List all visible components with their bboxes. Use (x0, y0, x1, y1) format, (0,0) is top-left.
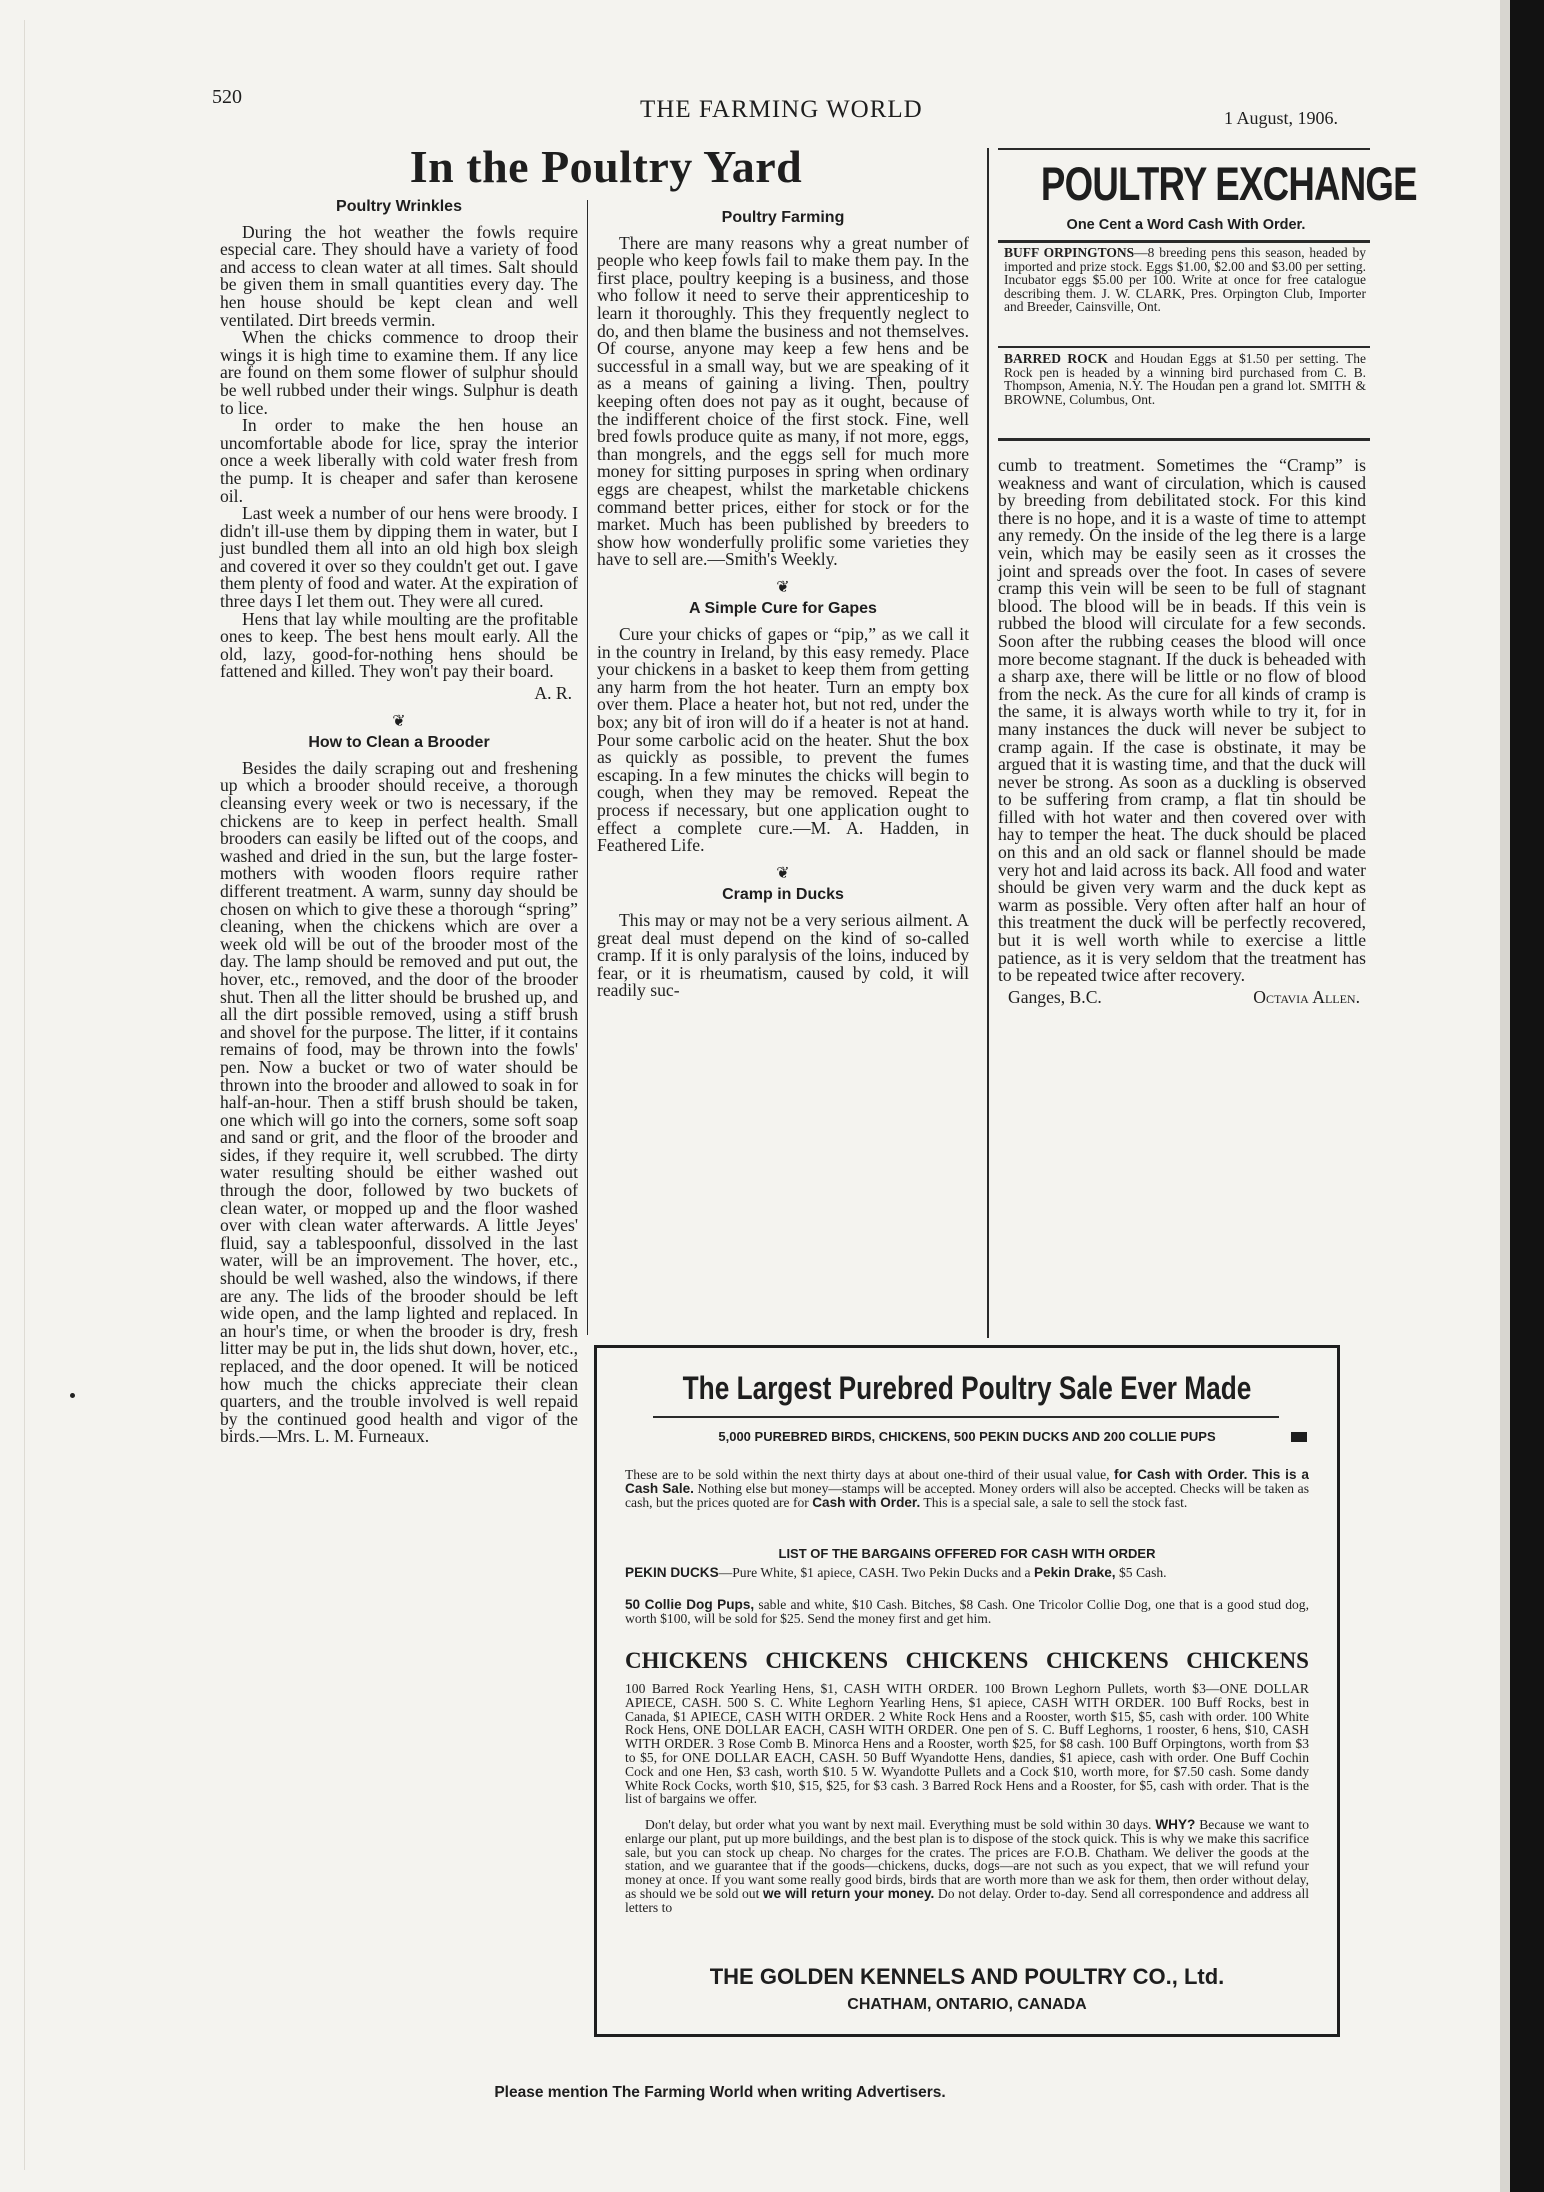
exchange-rule-bottom (998, 438, 1370, 441)
paragraph: During the hot weather the fowls require especial care. They should have a variety of food and access to clean water at all times. Salt should be given them in small quantities every day. The hen house should be kept clean and well ventilated. Dirt breeds vermin. (220, 221, 578, 330)
ornament-icon: ❦ (776, 864, 790, 882)
section-title: In the Poultry Yard (409, 141, 803, 192)
ad-text: These are to be sold within the next thirty days at about one-third of their usual value, (625, 1467, 1115, 1482)
chickens-word: CHICKENS (1186, 1648, 1309, 1673)
ad-text: This is a special sale, a sale to sell the stock fast. (920, 1494, 1188, 1510)
ad-emphasis: we will return your money. (762, 1885, 935, 1901)
paragraph: Last week a number of our hens were broody. I didn't ill-use them by dipping them in water, but I just bundled them all into an old high box sleigh and covered it over so they couldn't get out. I gave them plenty of food and water. At the expiration of three days I let them out. They were all cured. (220, 503, 578, 612)
ad-text: sable and white, $10 Cash. Bitches, $8 Cash. One Tricolor Collie Dog, one that is a good stud dog, worth $100, will be sold for $25. Send the money first and get him. (625, 1597, 1309, 1626)
ad-closing (625, 1818, 1309, 1915)
exchange-title: POULTRY EXCHANGE (1040, 157, 1417, 210)
chickens-heading (625, 1648, 1309, 1674)
publication-title: THE FARMING WORLD (640, 96, 923, 123)
advertisement (594, 1345, 1340, 2037)
ad-title-underline (653, 1416, 1279, 1418)
ad-text: —8 breeding pens this season, headed by imported and prize stock. Eggs $1.00, $2.00 and $3.00 per setting. Incubator eggs $5.00 per 100. Write at once for free catalogue describing them. J. W. CLARK, Pres. Orpington Club, Importer and Breeder, Cainsville, Ont. (1004, 245, 1366, 315)
ad-text: Nothing else but money—stamps will be accepted. Money orders will also be accepted. Checks will be taken as cash, but the prices quoted are for (625, 1480, 1309, 1510)
column-rule-left (587, 200, 588, 1335)
ad-text: Because we want to enlarge our plant, put up more buildings, and the best plan is to dispose of the stock quick. This is why we make this sacrifice sale, but you can stock up cheap. No charges for the crates. The prices are F.O.B. Chatham. We deliver the goods at the station, and we guarantee that if the goods—chickens, ducks, dogs—are not such as you expect, that we will refund your money at once. If you want some really good birds, birds that are worth more than we ask for them, then order without delay, as should we be sold out (625, 1817, 1309, 1901)
column-2 (597, 209, 969, 1000)
issue-date: 1 August, 1906. (1224, 108, 1339, 128)
ad-pekin (625, 1566, 1309, 1580)
ad-lead: PEKIN DUCKS (625, 1565, 719, 1580)
ad-lead: BARRED ROCK (1004, 351, 1108, 366)
article-title-gapes: A Simple Cure for Gapes (689, 600, 877, 618)
ad-text: Don't delay, but order what you want by next mail. Everything must be sold within 30 days. (645, 1817, 1156, 1832)
page-number: 520 (212, 86, 242, 108)
paragraph: In order to make the hen house an uncomfortable abode for lice, spray the interior once a week liberally with cold water fresh from the pump. It is cheaper and safer than kerosene oil. (220, 415, 578, 506)
column-1 (220, 198, 578, 1446)
ad-lead: BUFF ORPINGTONS (1004, 245, 1135, 260)
ad-emphasis: Cash with Order. (812, 1494, 921, 1510)
ad-list-heading: LIST OF THE BARGAINS OFFERED FOR CASH WITH ORDER (778, 1546, 1156, 1561)
paragraph: There are many reasons why a great number of people who keep fowls fail to make them pay. In the first place, poultry keeping is a business, and those who follow it need to serve their apprenticeship to learn it thoroughly. This they frequently neglect to do, and then blame the business and not themselves. Of course, anyone may keep a few hens and be successful in a small way, but we are speaking of it as a means of gaining a living. Then, poultry keeping often does not pay as it ought, because of the indifferent choice of the first stock. Fine, well bred fowls produce quite as many, if not more, eggs, than mongrels, and the eggs sell for much more money for sitting purposes in spring when ordinary eggs are cheapest, whilst the marketable chickens command better prices, either for stock or for the market. Much has been published by breeders to show how wonderfully prolific some varieties they have to sell are.—Smith's Weekly. (597, 232, 969, 570)
chickens-word: CHICKENS (905, 1648, 1029, 1673)
company-location: CHATHAM, ONTARIO, CANADA (847, 1996, 1087, 2013)
scan-edge (1500, 0, 1510, 2192)
ad-emphasis: for Cash with Order. This is a Cash Sale. (625, 1467, 1309, 1496)
chickens-word: CHICKENS (1045, 1648, 1169, 1673)
company-name: THE GOLDEN KENNELS AND POULTRY CO., Ltd. (709, 1964, 1225, 1989)
column-rule-right (987, 148, 989, 1338)
exchange-rule (998, 240, 1370, 243)
classified-ad (1004, 352, 1366, 406)
ad-chickens-list: 100 Barred Rock Yearling Hens, $1, CASH WITH ORDER. 100 Brown Leghorn Pullets, worth $3—ONE DOLLAR APIECE, CASH. 500 S. C. White Leghorn Yearling Hens, $1 apiece, CASH WITH ORDER. 100 Buff Rocks, best in Canada, $1 APIECE, CASH WITH ORDER. 2 White Rock Hens and a Rooster, worth $15, $5, cash with order. 100 White Rock Hens, ONE DOLLAR EACH, CASH WITH ORDER. One pen of S. C. Buff Leghorns, 1 rooster, 6 hens, $10, CASH WITH ORDER. 3 Rose Comb B. Minorca Hens and a Rooster, worth $25, for $8 cash. 100 Buff Orpingtons, worth from $3 to $5, for ONE DOLLAR EACH, CASH. 50 Buff Wyandotte Hens, dandies, $1 apiece, cash with order. One Buff Cochin Cock and one Hen, $3 cash, worth $10. 5 W. Wyandotte Pullets and a Cock $10, worth more, for $7.50 cash. Some dandy White Rock Cocks, worth $10, $15, $25, for $3 cash. 3 Barred Rock Hens and a Rooster, for $5, cash with order. That is the list of bargains we offer. (625, 1681, 1309, 1807)
article-title-wrinkles: Poultry Wrinkles (336, 198, 462, 215)
ad-subtitle: 5,000 PUREBRED BIRDS, CHICKENS, 500 PEKIN DUCKS AND 200 COLLIE PUPS (718, 1429, 1216, 1444)
exchange-rule (998, 346, 1370, 348)
ad-intro (625, 1468, 1309, 1509)
byline-author: Octavia Allen. (1253, 986, 1360, 1007)
footer-note: Please mention The Farming World when writing Advertisers. (494, 2084, 946, 2101)
ad-text: and Houdan Eggs at $1.50 per setting. The Rock pen is headed by a winning bird purchased from C. B. Thompson, Amenia, N.Y. The Houdan pen a grand lot. SMITH & BROWNE, Columbus, Ont. (1004, 351, 1366, 407)
paragraph: Cure your chicks of gapes or “pip,” as we call it in the country in Ireland, by this easy remedy. Place your chickens in a basket to keep them from getting any harm from the hot heater. Turn an empty box over them. Place a heater hot, but not red, under the box; any bit of iron will do if a heater is not at hand. Pour some carbolic acid on the heater. Shut the box as quickly as possible, to prevent the fumes escaping. In a few minutes the chicks will begin to cough, when they may be removed. Repeat the process if necessary, but one application ought to effect a complete cure.—M. A. Hadden, in Feathered Life. (597, 624, 969, 856)
article-title-cramp: Cramp in Ducks (722, 886, 844, 904)
ad-lead: 50 Collie Dog Pups, (625, 1597, 755, 1612)
ad-text: $5 Cash. (1115, 1565, 1167, 1580)
column-3 (998, 457, 1366, 1006)
pointing-hand-icon (1291, 1432, 1307, 1442)
exchange-subtitle: One Cent a Word Cash With Order. (1066, 217, 1306, 233)
exchange-rule-top (998, 148, 1370, 150)
ad-text: —Pure White, $1 apiece, CASH. Two Pekin Ducks and a (718, 1565, 1034, 1580)
ad-text: Do not delay. Order to-day. Send all correspondence and address all letters to (625, 1885, 1309, 1915)
paragraph: Besides the daily scraping out and freshening up which a brooder should receive, a thorough cleansing every week or two is necessary, if the chickens are to keep in perfect health. Small brooders can easily be lifted out of the coops, and washed and dried in the sun, but the large foster-mothers with wooden floors require rather different treatment. A warm, sunny day should be chosen on which to give these a thorough “spring” cleaning, when the chickens which are over a week old will be out of the brooder most of the day. The lamp should be removed and put out, the hover, etc., removed, and the door of the brooder shut. Then all the litter should be brushed up, and all the dirt possible removed, using a stiff brush and shovel for the purpose. The litter, if it contains remains of food, may be thrown into the fowls' pen. Now a bucket or two of water should be thrown into the brooder and allowed to soak in for half-an-hour. Then a stiff brush should be taken, one which will go into the corners, some soft soap and sand or grit, and the floor of the brooder and sides, if they require it, well scrubbed. The dirty water resulting should be either washed out through the door, followed by two buckets of clean water, or mopped up and the floor washed over with clean water afterwards. A little Jeyes' fluid, say a tablespoonful, dissolved in the last water, will be an improvement. The hover, etc., should be well washed, also the windows, if there are any. The lids of the brooder should be left wide open, and the lamp lighted and replaced. In an hour's time, or when the brooder is dry, fresh litter may be put in, the lids shut down, hover, etc., replaced, and the door opened. It will be noticed how much the chicks appreciate their clean quarters, and the trouble involved is well repaid by the continued good health and vigor of the birds.—Mrs. L. M. Furneaux. (220, 757, 578, 1447)
chickens-word: CHICKENS (625, 1648, 748, 1673)
scan-speck (70, 1393, 75, 1398)
byline (998, 985, 1366, 1007)
article-title-farming: Poultry Farming (721, 209, 845, 226)
chickens-word: CHICKENS (765, 1648, 889, 1673)
ad-emphasis: WHY? (1155, 1817, 1196, 1832)
classified-ad (1004, 246, 1366, 314)
byline-place: Ganges, B.C. (1008, 986, 1102, 1007)
signature: A. R. (534, 683, 572, 704)
paragraph: When the chicks commence to droop their wings it is high time to examine them. If any lice are found on them some flower of sulphur should be well rubbed under their wings. Sulphur is death to lice. (220, 327, 578, 418)
ad-collie (625, 1598, 1309, 1626)
paragraph: This may or may not be a very serious ailment. A great deal must depend on the kind of so-called cramp. If it is only paralysis of the loins, induced by fear, or it is rheumatism, caused by cold, it will readily suc- (597, 909, 969, 1001)
ad-emphasis: Pekin Drake, (1033, 1565, 1116, 1580)
ornament-icon: ❦ (776, 578, 790, 596)
article-title-brooder: How to Clean a Brooder (308, 734, 490, 752)
scan-border (1510, 0, 1544, 2192)
ad-title: The Largest Purebred Poultry Sale Ever Made (682, 1370, 1252, 1406)
ornament-icon: ❦ (392, 712, 406, 730)
paragraph: cumb to treatment. Sometimes the “Cramp” is weakness and want of circulation, which is caused by breeding from debilitated stock. For this kind there is no hope, and it is a waste of time to attempt any remedy. On the inside of the leg there is a large vein, which may be easily seen as it crosses the joint and spreads over the foot. In cases of severe cramp this vein will be seen to be full of stagnant blood. The blood will be in beads. If this vein is rubbed the blood will circulate for a few seconds. Soon after the rubbing ceases the blood will once more become stagnant. If the duck is beheaded with a sharp axe, there will be little or no flow of blood from the neck. As the cure for all kinds of cramp is the same, it is always worth while to try it, for in many instances the duck will never be subject to cramp again. If the case is obstinate, it may be argued that it is wasting time, and that the duck will never be strong. As soon as a duckling is observed to be suffering from cramp, a flat tin should be filled with hot water and then covered over with hay to temper the heat. The duck should be placed on this and an old sack or flannel should be made very hot and laid across its back. All food and water should be given very warm and the duck kept as warm as possible. Very often after half an hour of this treatment the duck will be perfectly recovered, but it is well worth while to exercise a little patience, as it is very seldom that the treatment has to be repeated twice after recovery. (998, 455, 1366, 986)
paragraph: Hens that lay while moulting are the profitable ones to keep. The best hens moult early. All the old, lazy, good-for-nothing hens should be fattened and killed. They won't pay their board. (220, 608, 578, 682)
